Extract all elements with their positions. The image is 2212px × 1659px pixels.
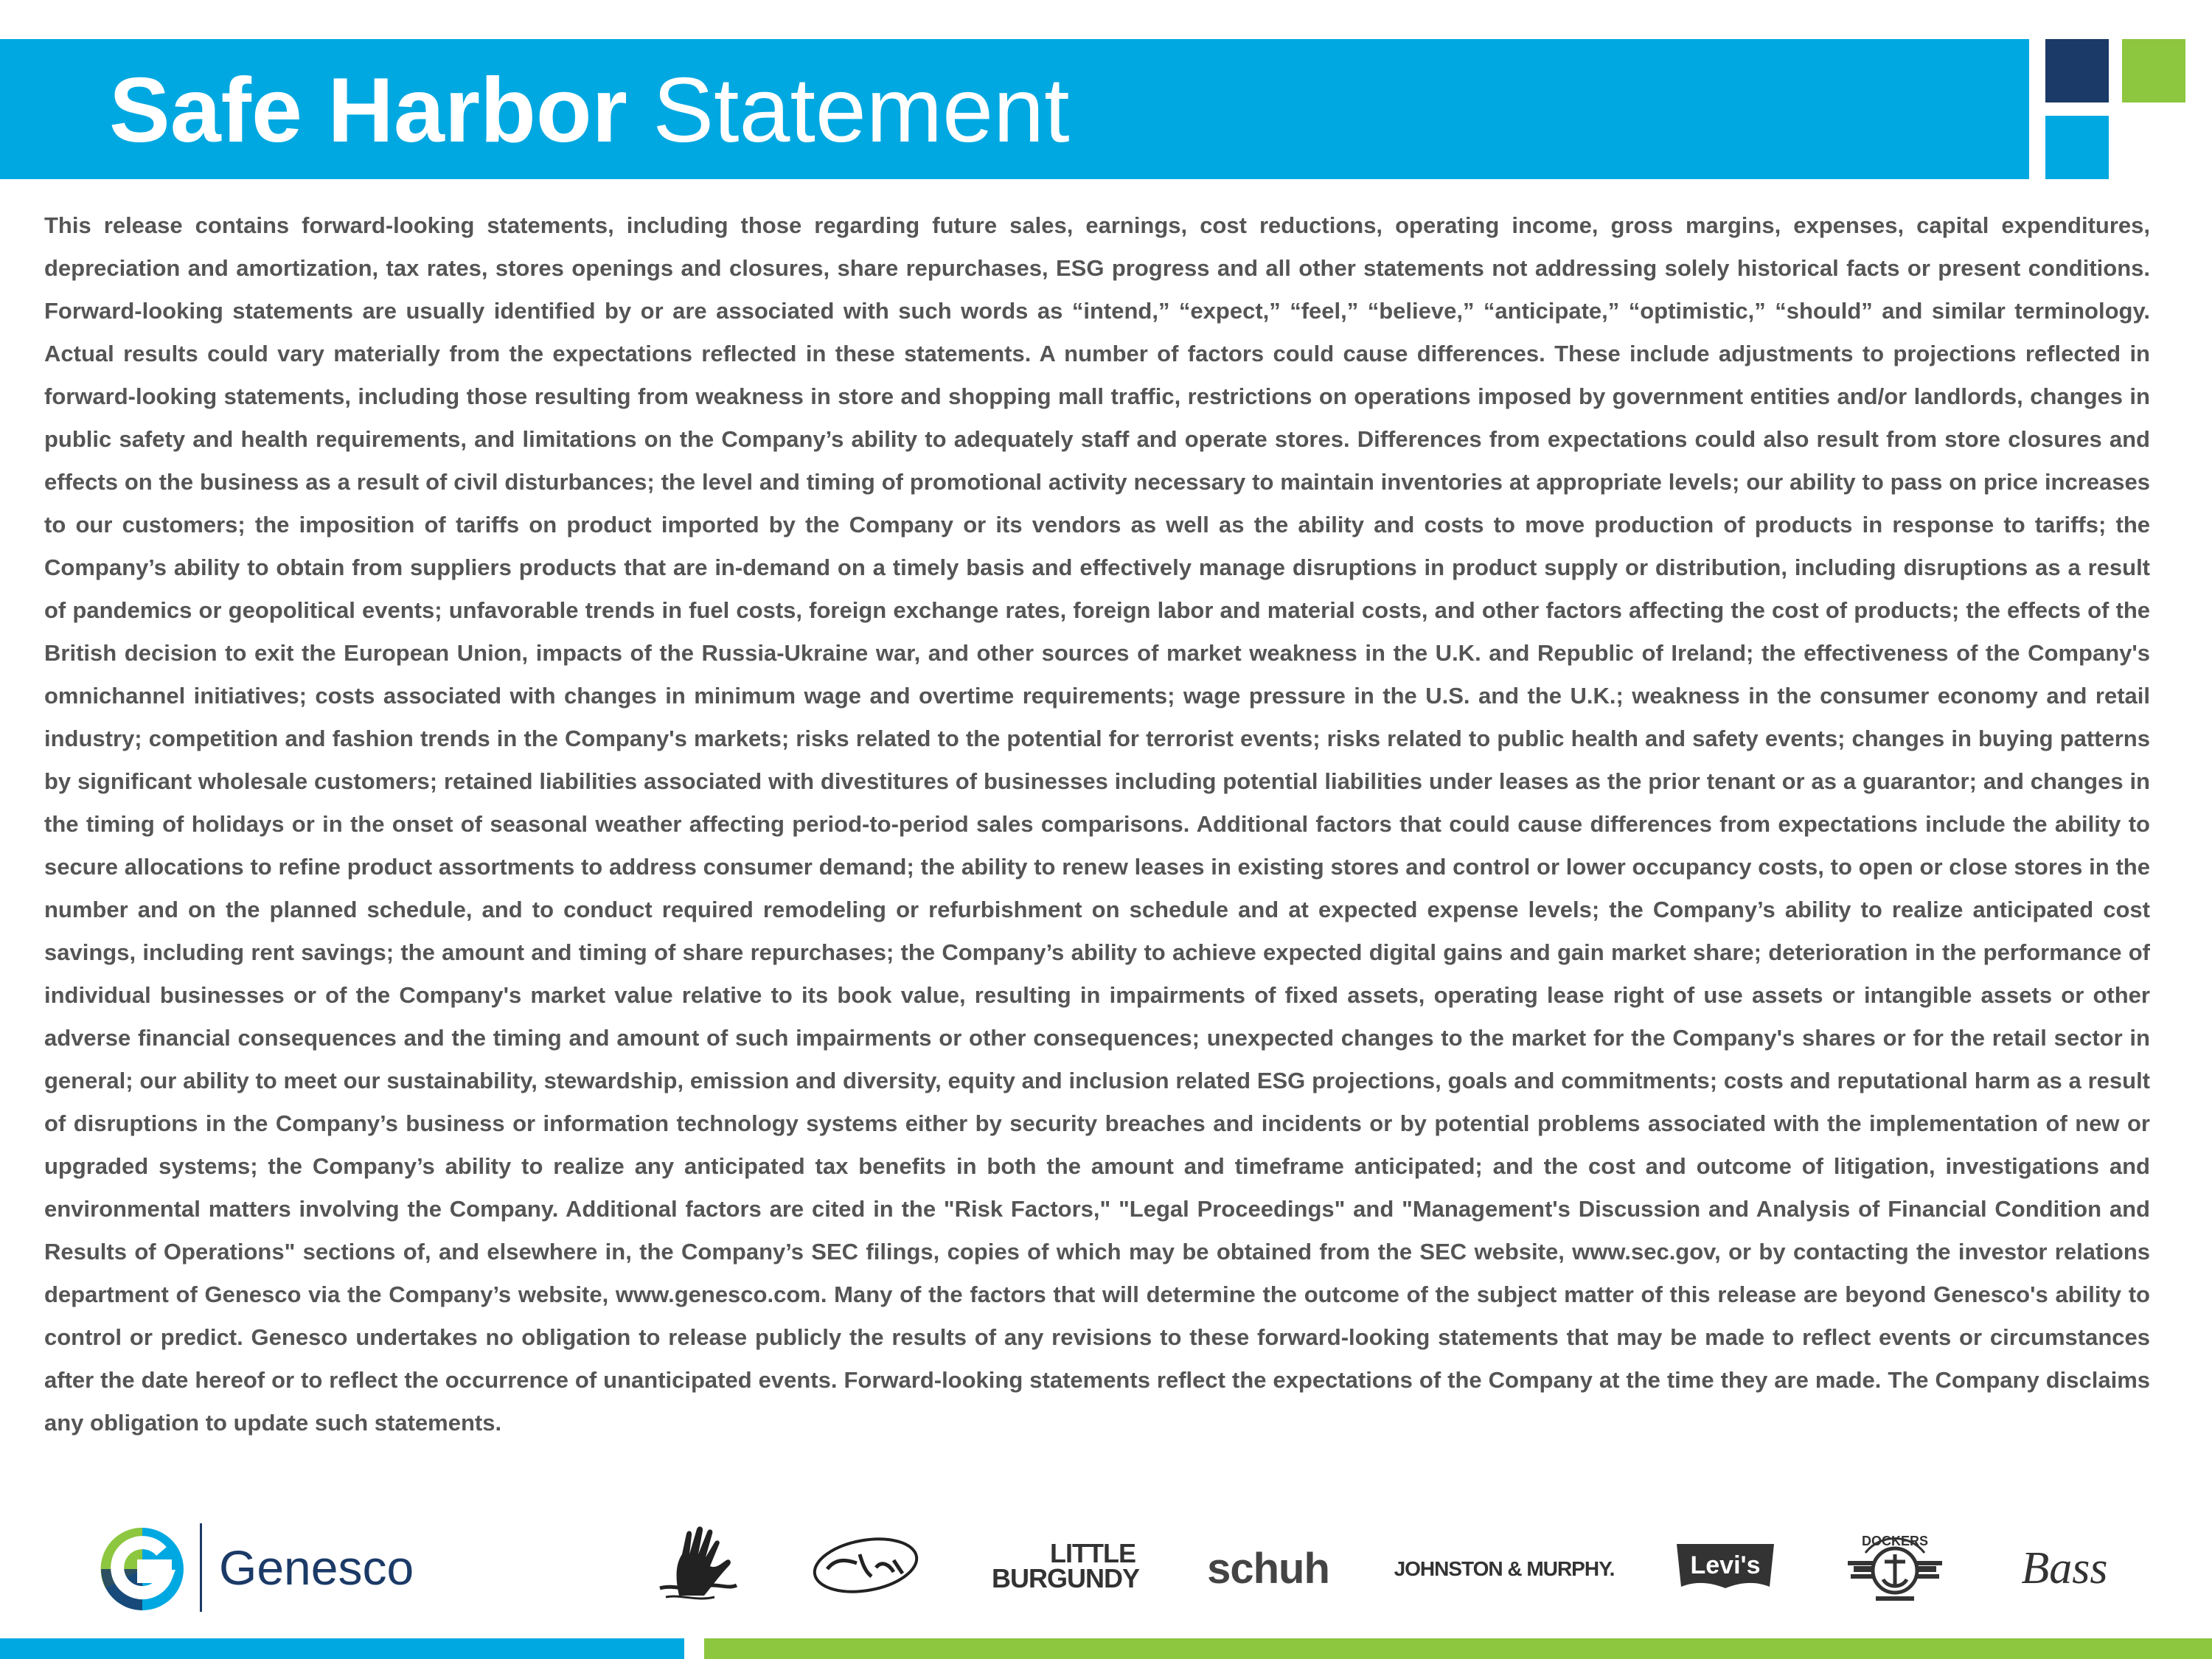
safe-harbor-text: This release contains forward-looking statements, including those regarding future sales, earnings, cost reductions, operating income, gross margins, expenses, capital expenditures, depreciation and amortization, tax rates, stores openings and closures, share repurchases, ESG progress and all other statements not addressing solely historical facts or present conditions. Forward-looking statements are usually identified by or are associated with such words as “intend,” “expect,” “feel,” “believe,” “anticipate,” “optimistic,” “should” and similar terminology. Actual results could vary materially from the expectations reflected in these statements. A number of factors could cause differences. These include adjustments to projections reflected in forward-looking statements, including those resulting from weakness in store and shopping mall traffic, restrictions on operations imposed by government entities and/or landlords, changes in public safety and health requirements, and limitations on the Company’s ability to adequately staff and operate stores. Differences from expectations could also result from store closures and effects on the business as a result of civil disturbances; the level and timing of promotional activity necessary to maintain inventories at appropriate levels; our ability to pass on price increases to our customers; the imposition of tariffs on product imported by the Company or its vendors as well as the ability and costs to move production of products in response to tariffs; the Company’s ability to obtain from suppliers products that are in-demand on a timely basis and effectively manage disruptions in product supply or distribution, including disruptions as a result of pandemics or geopolitical events; unfavorable trends in fuel costs, foreign exchange rates, foreign labor and material costs, and other factors affecting the cost of products; the effects of the British decision to exit the European Union, impacts of the Russia-Ukraine war, and other sources of market weakness in the U.K. and Republic of Ireland; the effectiveness of the Company's omnichannel initiatives; costs associated with changes in minimum wage and overtime requirements; wage pressure in the U.S. and the U.K.; weakness in the consumer economy and retail industry; competition and fashion trends in the Company's markets; risks related to the potential for terrorist events; risks related to public health and safety events; changes in buying patterns by significant wholesale customers; retained liabilities associated with divestitures of businesses including potential liabilities under leases as the prior tenant or as a guarantor; and changes in the timing of holidays or in the onset of seasonal weather affecting period-to-period sales comparisons. Additional factors that could cause differences from expectations include the ability to secure allocations to refine product assortments to address consumer demand; the ability to renew leases in existing stores and control or lower occupancy costs, to open or close stores in the number and on the planned schedule, and to conduct required remodeling or refurbishment on schedule and at expected expense levels; the Company’s ability to realize anticipated cost savings, including rent savings; the amount and timing of share repurchases; the Company’s ability to achieve expected digital gains and gain market share; deterioration in the performance of individual businesses or of the Company's market value relative to its book value, resulting in impairments of fixed assets, operating lease right of use assets or intangible assets or other adverse financial consequences and the timing and amount of such impairments or other consequences; unexpected changes to the market for the Company's shares or for the retail sector in general; our ability to meet our sustainability, stewardship, emission and diversity, equity and inclusion related ESG projections, goals and commitments; costs and reputational harm as a result of disruptions in the Company’s business or information technology systems either by security breaches and incidents or by potential problems associated with the implementation of new or upgraded systems; the Company’s ability to realize any anticipated tax benefits in both the amount and timeframe anticipated; and the cost and outcome of litigation, investigations and environmental matters involving the Company. Additional factors are cited in the "Risk Factors," "Legal Proceedings" and "Management's Discussion and Analysis of Financial Condition and Results of Operations" sections of, and elsewhere in, the Company’s SEC filings, copies of which may be obtained from the SEC website, www.sec.gov, or by contacting the investor relations department of Genesco via the Company’s website, www.genesco.com. Many of the factors that will determine the outcome of the subject matter of this release are beyond Genesco's ability to control or predict. Genesco undertakes no obligation to release publicly the results of any revisions to these forward-looking statements that may be made to reflect events or circumstances after the date hereof or to reflect the occurrence of unanticipated events. Forward-looking statements reflect the expectations of the Company at the time they are made. The Company disclaims any obligation to update such statements.	[44, 212, 2150, 1436]
title-bold: Safe Harbor	[109, 60, 627, 161]
schuh-logo	[1202, 1541, 1335, 1596]
footer-bar-green	[704, 1638, 2212, 1659]
journeys-hand-icon	[645, 1525, 748, 1607]
bass-logo	[2009, 1537, 2120, 1600]
little-burgundy-top: LITTLE	[1050, 1538, 1135, 1568]
dockers-logo	[1843, 1528, 1947, 1609]
little-burgundy-logo	[984, 1538, 1139, 1593]
little-burgundy-bottom: BURGUNDY	[991, 1563, 1139, 1593]
genesco-wordmark: Genesco	[219, 1540, 414, 1595]
levis-batwing-icon	[1674, 1541, 1777, 1593]
decor-square-blue	[2045, 116, 2109, 179]
johnston-murphy-wordmark: JOHNSTON & MURPHY.	[1394, 1557, 1615, 1580]
journeys-kidz-logo	[811, 1535, 920, 1596]
levis-wordmark: Levi's	[1690, 1551, 1761, 1579]
page-title	[109, 59, 1070, 162]
schuh-wordmark: schuh	[1207, 1545, 1329, 1593]
dockers-anchor-emblem	[1843, 1528, 1947, 1609]
decor-square-green	[2122, 39, 2185, 102]
journeys-logo	[645, 1525, 748, 1607]
decor-square-navy	[2045, 39, 2109, 102]
dockers-wordmark: DOCKERS	[1861, 1534, 1929, 1548]
journeys-kidz-badge	[811, 1535, 920, 1596]
johnston-murphy-logo	[1394, 1548, 1615, 1590]
footer-bar-blue	[0, 1638, 684, 1659]
title-rest: Statement	[653, 60, 1070, 161]
genesco-g-icon	[100, 1526, 185, 1612]
genesco-divider	[200, 1523, 202, 1612]
bass-wordmark: Bass	[2021, 1543, 2108, 1593]
genesco-logo	[100, 1523, 439, 1615]
levis-logo	[1674, 1541, 1777, 1593]
